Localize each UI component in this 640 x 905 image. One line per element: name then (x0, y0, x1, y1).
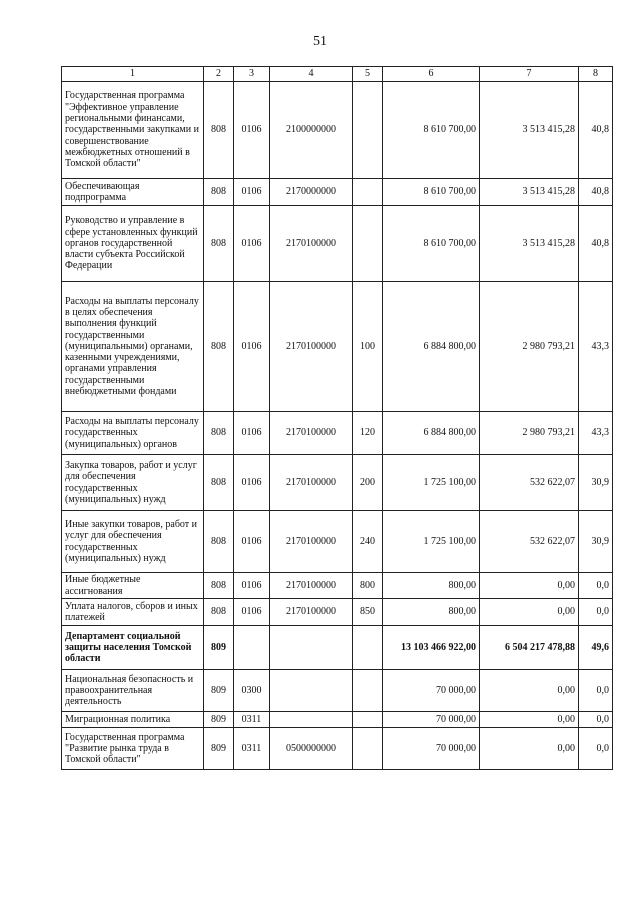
row-target (270, 712, 353, 728)
row-grbs: 808 (204, 573, 234, 599)
row-percent: 0,0 (579, 670, 613, 712)
row-section: 0311 (234, 728, 270, 770)
table-row (62, 712, 613, 728)
row-fact: 3 513 415,28 (480, 82, 579, 179)
row-grbs: 808 (204, 511, 234, 573)
row-vr (353, 712, 383, 728)
table-row (62, 206, 613, 282)
row-grbs: 808 (204, 455, 234, 511)
header-row (62, 67, 613, 82)
row-name: Иные бюджетные ассигнования (62, 573, 204, 599)
row-percent: 43,3 (579, 282, 613, 412)
row-target: 2100000000 (270, 82, 353, 179)
row-section: 0106 (234, 412, 270, 455)
row-target (270, 626, 353, 670)
header-cell: 8 (579, 67, 613, 82)
row-name: Закупка товаров, работ и услуг для обеспечения государственных (муниципальных) нужд (62, 455, 204, 511)
row-plan: 13 103 466 922,00 (383, 626, 480, 670)
row-fact: 0,00 (480, 573, 579, 599)
row-percent: 43,3 (579, 412, 613, 455)
row-percent: 40,8 (579, 82, 613, 179)
row-name: Расходы на выплаты персоналу государственных (муниципальных) органов (62, 412, 204, 455)
row-section: 0106 (234, 282, 270, 412)
row-grbs: 809 (204, 728, 234, 770)
row-vr (353, 82, 383, 179)
table-row (62, 670, 613, 712)
row-section: 0106 (234, 599, 270, 626)
row-name: Государственная программа "Развитие рынка труда в Томской области" (62, 728, 204, 770)
row-percent: 0,0 (579, 712, 613, 728)
row-fact: 3 513 415,28 (480, 179, 579, 206)
row-fact: 0,00 (480, 670, 579, 712)
row-plan: 1 725 100,00 (383, 511, 480, 573)
row-grbs: 808 (204, 179, 234, 206)
row-grbs: 809 (204, 626, 234, 670)
row-plan: 800,00 (383, 599, 480, 626)
row-percent: 0,0 (579, 573, 613, 599)
row-fact: 2 980 793,21 (480, 412, 579, 455)
row-vr: 100 (353, 282, 383, 412)
row-section: 0106 (234, 82, 270, 179)
row-target: 2170100000 (270, 455, 353, 511)
row-grbs: 808 (204, 82, 234, 179)
header-cell: 6 (383, 67, 480, 82)
row-percent: 30,9 (579, 511, 613, 573)
row-vr (353, 206, 383, 282)
row-plan: 70 000,00 (383, 712, 480, 728)
table-row (62, 626, 613, 670)
row-target (270, 670, 353, 712)
row-target: 0500000000 (270, 728, 353, 770)
row-grbs: 809 (204, 670, 234, 712)
row-section: 0311 (234, 712, 270, 728)
row-section (234, 626, 270, 670)
row-percent: 30,9 (579, 455, 613, 511)
header-cell: 5 (353, 67, 383, 82)
row-fact: 2 980 793,21 (480, 282, 579, 412)
row-fact: 0,00 (480, 712, 579, 728)
row-section: 0106 (234, 455, 270, 511)
table-row (62, 599, 613, 626)
row-fact: 0,00 (480, 599, 579, 626)
row-percent: 0,0 (579, 599, 613, 626)
row-plan: 1 725 100,00 (383, 455, 480, 511)
row-name: Иные закупки товаров, работ и услуг для обеспечения государственных (муниципальных) нужд (62, 511, 204, 573)
row-grbs: 808 (204, 206, 234, 282)
row-grbs: 808 (204, 282, 234, 412)
row-fact: 532 622,07 (480, 511, 579, 573)
row-name: Руководство и управление в сфере установленных функций органов государственной власти субъекта Российской Федерации (62, 206, 204, 282)
table-row (62, 82, 613, 179)
row-target: 2170100000 (270, 573, 353, 599)
row-name: Миграционная политика (62, 712, 204, 728)
row-vr: 240 (353, 511, 383, 573)
row-fact: 532 622,07 (480, 455, 579, 511)
row-name: Государственная программа "Эффективное управление региональными финансами, государственными закупками и совершенствование межбюджетных отношений в Томской области" (62, 82, 204, 179)
row-section: 0106 (234, 573, 270, 599)
row-target: 2170100000 (270, 282, 353, 412)
row-name: Национальная безопасность и правоохранительная деятельность (62, 670, 204, 712)
row-fact: 6 504 217 478,88 (480, 626, 579, 670)
table-row (62, 179, 613, 206)
table-row (62, 511, 613, 573)
header-cell: 2 (204, 67, 234, 82)
row-plan: 6 884 800,00 (383, 282, 480, 412)
row-name: Уплата налогов, сборов и иных платежей (62, 599, 204, 626)
row-name: Обеспечивающая подпрограмма (62, 179, 204, 206)
row-section: 0106 (234, 206, 270, 282)
header-cell: 4 (270, 67, 353, 82)
row-grbs: 808 (204, 599, 234, 626)
table-row (62, 728, 613, 770)
table-row (62, 455, 613, 511)
row-target: 2170100000 (270, 599, 353, 626)
row-grbs: 808 (204, 412, 234, 455)
header-cell: 1 (62, 67, 204, 82)
row-fact: 3 513 415,28 (480, 206, 579, 282)
row-percent: 40,8 (579, 206, 613, 282)
row-target: 2170100000 (270, 412, 353, 455)
budget-execution-table (61, 66, 613, 770)
row-vr (353, 670, 383, 712)
row-grbs: 809 (204, 712, 234, 728)
table-row (62, 282, 613, 412)
row-target: 2170000000 (270, 179, 353, 206)
row-plan: 70 000,00 (383, 728, 480, 770)
row-name: Расходы на выплаты персоналу в целях обеспечения выполнения функций государственными (муниципальными) органами, казенными учреждениями, органами управления государственными внебюджетными фондами (62, 282, 204, 412)
row-plan: 8 610 700,00 (383, 82, 480, 179)
row-plan: 70 000,00 (383, 670, 480, 712)
row-vr (353, 728, 383, 770)
row-plan: 8 610 700,00 (383, 179, 480, 206)
row-vr: 120 (353, 412, 383, 455)
row-section: 0300 (234, 670, 270, 712)
row-vr: 850 (353, 599, 383, 626)
header-cell: 7 (480, 67, 579, 82)
table-row (62, 573, 613, 599)
page-number: 51 (313, 34, 327, 49)
row-percent: 0,0 (579, 728, 613, 770)
row-plan: 6 884 800,00 (383, 412, 480, 455)
row-name: Департамент социальной защиты населения Томской области (62, 626, 204, 670)
row-target: 2170100000 (270, 511, 353, 573)
table-row (62, 412, 613, 455)
row-vr: 800 (353, 573, 383, 599)
row-fact: 0,00 (480, 728, 579, 770)
row-vr: 200 (353, 455, 383, 511)
row-percent: 49,6 (579, 626, 613, 670)
row-section: 0106 (234, 179, 270, 206)
row-plan: 8 610 700,00 (383, 206, 480, 282)
row-section: 0106 (234, 511, 270, 573)
header-cell: 3 (234, 67, 270, 82)
row-plan: 800,00 (383, 573, 480, 599)
row-vr (353, 179, 383, 206)
row-percent: 40,8 (579, 179, 613, 206)
row-vr (353, 626, 383, 670)
row-target: 2170100000 (270, 206, 353, 282)
